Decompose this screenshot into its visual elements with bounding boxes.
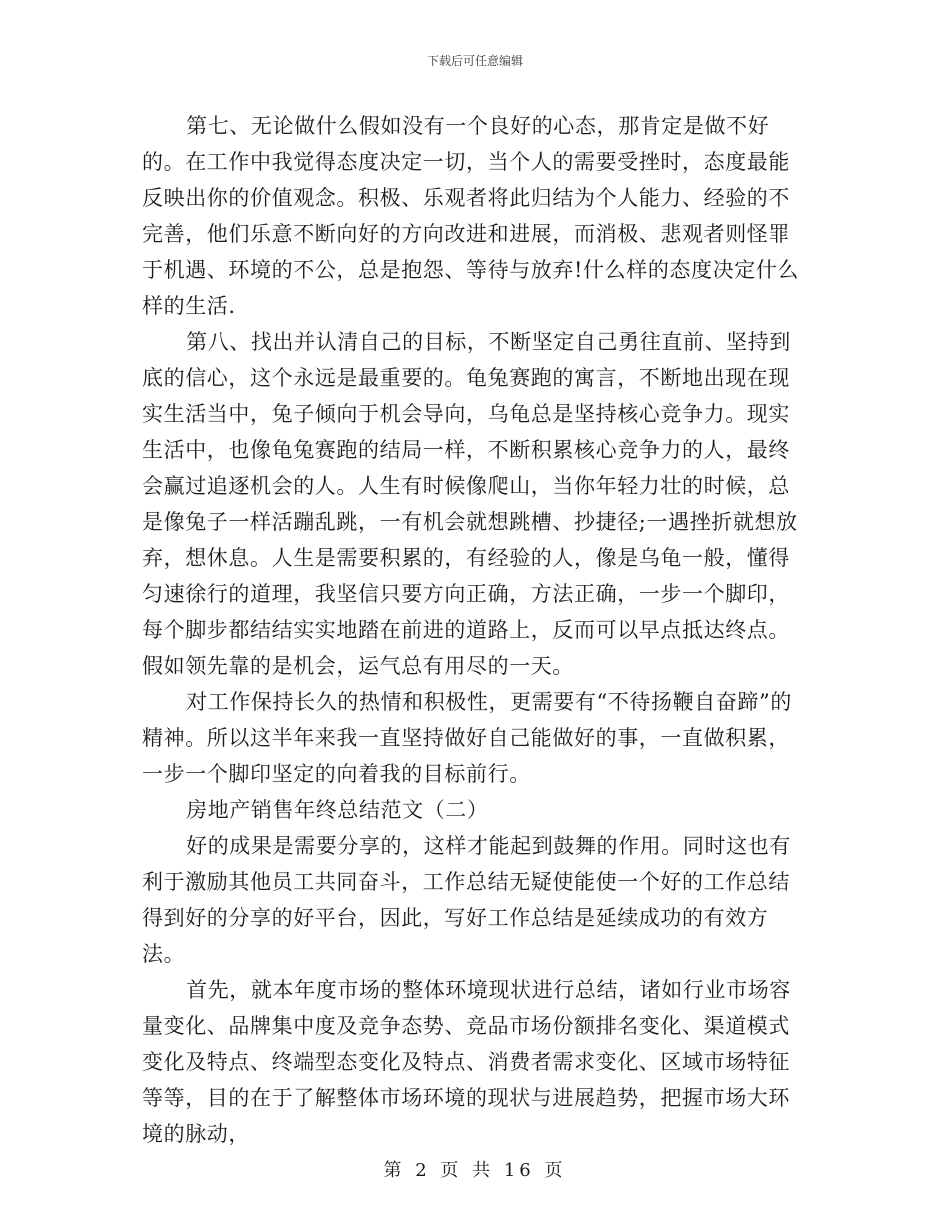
paragraph-sharing: 好的成果是需要分享的，这样才能起到鼓舞的作用。同时这也有利于激励其他员工共同奋斗，工作总结无疑使能使一个好的工作总结得到好的分享的好平台，因此，写好工作总结是延续成功的有效方法。 bbox=[142, 834, 791, 966]
section-heading: 房地产销售年终总结范文（二） bbox=[186, 798, 489, 822]
document-body bbox=[142, 108, 810, 1152]
paragraph-goals: 第八、找出并认清自己的目标，不断坚定自己勇往直前、坚持到底的信心，这个永远是最重要的。龟兔赛跑的寓言，不断地出现在现实生活当中，兔子倾向于机会导向，乌龟总是坚持核心竞争力。现实生活中，也像龟兔赛跑的结局一样，不断积累核心竞争力的人，最终会赢过追逐机会的人。人生有时候像爬山，当你年轻力壮的时候，总是像兔子一样活蹦乱跳，一有机会就想跳槽、抄捷径;一遇挫折就想放弃，想休息。人生是需要积累的，有经验的人，像是乌龟一般，懂得匀速徐行的道理，我坚信只要方向正确，方法正确，一步一个脚印，每个脚步都结结实实地踏在前进的道路上，反而可以早点抵达终点。假如领先靠的是机会，运气总有用尽的一天。 bbox=[142, 330, 798, 678]
paragraph-attitude: 第七、无论做什么假如没有一个良好的心态，那肯定是做不好的。在工作中我觉得态度决定一切，当个人的需要受挫时，态度最能反映出你的价值观念。积极、乐观者将此归结为个人能力、经验的不完善，他们乐意不断向好的方向改进和进展，而消极、悲观者则怪罪于机遇、环境的不公，总是抱怨、等待与放弃!什么样的态度决定什么样的生活. bbox=[142, 114, 800, 318]
page-header: 下载后可任意编辑 bbox=[426, 54, 523, 68]
paragraph-enthusiasm: 对工作保持长久的热情和积极性，更需要有“不待扬鞭自奋蹄”的精神。所以这半年来我一直坚持做好自己能做好的事，一直做积累，一步一个脚印坚定的向着我的目标前行。 bbox=[142, 690, 792, 786]
page-footer: 第 2 页 共 16 页 bbox=[383, 1160, 567, 1181]
paragraph-market: 首先，就本年度市场的整体环境现状进行总结，诸如行业市场容量变化、品牌集中度及竞争态势、竞品市场份额排名变化、渠道模式变化及特点、终端型态变化及特点、消费者需求变化、区域市场特征等等，目的在于了解整体市场环境的现状与进展趋势，把握市场大环境的脉动， bbox=[142, 978, 791, 1146]
